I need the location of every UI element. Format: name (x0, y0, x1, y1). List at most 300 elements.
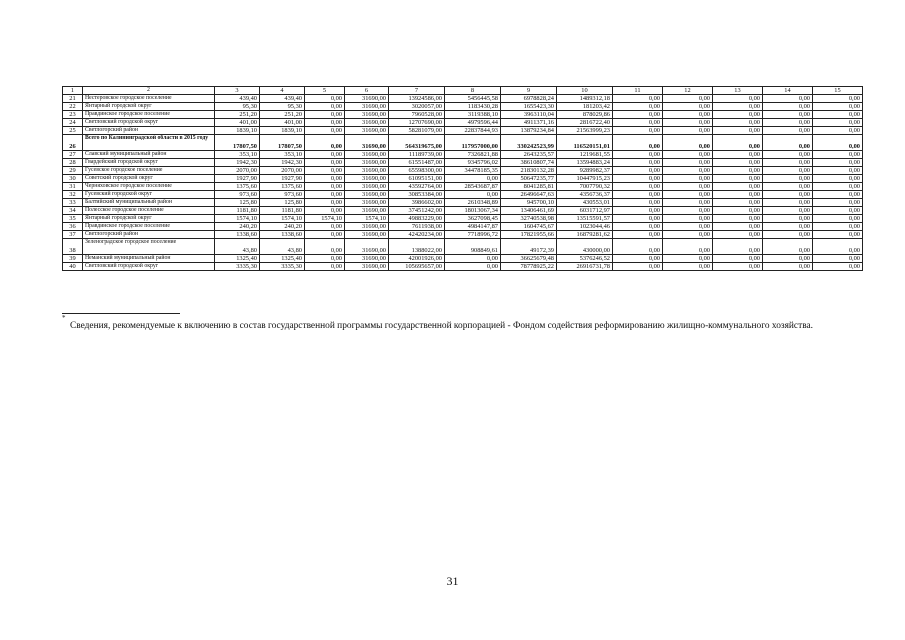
value-cell: 0,00 (445, 191, 501, 199)
municipality-cell: Черняховское городское поселение (83, 183, 215, 191)
value-cell: 0,00 (445, 255, 501, 263)
value-cell: 4979596,44 (445, 119, 501, 127)
value-cell: 1927,90 (215, 175, 260, 183)
value-cell: 0,00 (713, 239, 763, 255)
value-cell: 1604745,67 (501, 223, 557, 231)
value-cell: 0,00 (613, 119, 663, 127)
value-cell: 26916731,78 (557, 263, 613, 271)
value-cell: 105695657,00 (389, 263, 445, 271)
value-cell: 0,00 (663, 159, 713, 167)
value-cell: 0,00 (305, 263, 345, 271)
value-cell: 21563999,23 (557, 127, 613, 135)
value-cell: 13924586,00 (389, 95, 445, 103)
value-cell: 1839,10 (260, 127, 305, 135)
value-cell: 878029,86 (557, 111, 613, 119)
value-cell: 6 (345, 87, 389, 95)
value-cell: 0,00 (763, 159, 813, 167)
value-cell: 17807,50 (215, 135, 260, 151)
value-cell: 0,00 (613, 159, 663, 167)
value-cell: 15 (813, 87, 863, 95)
value-cell: 61551487,00 (389, 159, 445, 167)
value-cell: 0,00 (813, 207, 863, 215)
value-cell: 0,00 (663, 175, 713, 183)
value-cell: 0,00 (613, 239, 663, 255)
value-cell: 0,00 (763, 223, 813, 231)
value-cell: 0,00 (305, 191, 345, 199)
value-cell: 37451242,00 (389, 207, 445, 215)
value-cell: 3335,30 (215, 263, 260, 271)
value-cell: 353,10 (215, 151, 260, 159)
value-cell: 439,40 (215, 95, 260, 103)
municipality-cell: Неманский муниципальный район (83, 255, 215, 263)
value-cell: 58281079,00 (389, 127, 445, 135)
value-cell: 0,00 (763, 111, 813, 119)
value-cell: 1574,10 (345, 215, 389, 223)
value-cell: 1574,10 (260, 215, 305, 223)
row-number-cell: 22 (63, 103, 83, 111)
value-cell: 0,00 (713, 135, 763, 151)
value-cell: 251,20 (215, 111, 260, 119)
value-cell: 430000,00 (557, 239, 613, 255)
footnote-text: Сведения, рекомендуемые к включению в состав государственной программы государственной корпорацией - Фондом содействия реформированию жилищно-коммунального хозяйства. (70, 321, 814, 331)
value-cell: 0,00 (813, 255, 863, 263)
value-cell: 22837844,93 (445, 127, 501, 135)
value-cell: 0,00 (813, 159, 863, 167)
value-cell: 908849,61 (445, 239, 501, 255)
value-cell: 0,00 (613, 191, 663, 199)
value-cell: 0,00 (663, 111, 713, 119)
value-cell: 0,00 (763, 263, 813, 271)
value-cell: 0,00 (763, 119, 813, 127)
value-cell: 7960528,00 (389, 111, 445, 119)
value-cell: 0,00 (663, 119, 713, 127)
table-row (63, 95, 863, 103)
row-number-cell: 32 (63, 191, 83, 199)
value-cell: 0,00 (613, 199, 663, 207)
value-cell: 31690,00 (345, 175, 389, 183)
value-cell: 116520151,01 (557, 135, 613, 151)
value-cell: 31690,00 (345, 207, 389, 215)
value-cell: 1942,30 (215, 159, 260, 167)
value-cell: 43,80 (260, 239, 305, 255)
value-cell: 0,00 (663, 167, 713, 175)
municipality-cell: Гвардейский городской округ (83, 159, 215, 167)
value-cell: 0,00 (713, 191, 763, 199)
value-cell: 0,00 (813, 151, 863, 159)
value-cell: 61095151,00 (389, 175, 445, 183)
value-cell: 0,00 (763, 207, 813, 215)
municipality-cell: Балтийский муниципальный район (83, 199, 215, 207)
value-cell: 7326821,88 (445, 151, 501, 159)
row-number-cell: 30 (63, 175, 83, 183)
value-cell: 9345796,02 (445, 159, 501, 167)
row-number-cell: 29 (63, 167, 83, 175)
table-row (63, 255, 863, 263)
value-cell: 0,00 (813, 191, 863, 199)
value-cell: 240,20 (215, 223, 260, 231)
value-cell: 31690,00 (345, 191, 389, 199)
value-cell: 6978828,24 (501, 95, 557, 103)
value-cell: 0,00 (713, 255, 763, 263)
municipality-cell: Правдинское городское поселение (83, 223, 215, 231)
value-cell: 0,00 (763, 127, 813, 135)
value-cell: 0,00 (305, 255, 345, 263)
value-cell: 0,00 (613, 207, 663, 215)
value-cell: 0,00 (663, 183, 713, 191)
value-cell: 0,00 (713, 175, 763, 183)
municipality-cell: Правдинское городское поселение (83, 111, 215, 119)
value-cell: 31690,00 (345, 199, 389, 207)
value-cell: 21830132,28 (501, 167, 557, 175)
value-cell: 31690,00 (345, 111, 389, 119)
value-cell: 0,00 (713, 223, 763, 231)
value-cell: 0,00 (663, 223, 713, 231)
value-cell: 49172,39 (501, 239, 557, 255)
value-cell: 0,00 (305, 95, 345, 103)
value-cell: 0,00 (445, 175, 501, 183)
value-cell: 0,00 (305, 239, 345, 255)
table-row (63, 263, 863, 271)
value-cell: 28543687,87 (445, 183, 501, 191)
value-cell: 0,00 (305, 103, 345, 111)
value-cell: 0,00 (663, 199, 713, 207)
value-cell: 1655423,30 (501, 103, 557, 111)
municipality-cell: Светловский городской округ (83, 263, 215, 271)
table-row (63, 151, 863, 159)
value-cell: 50647235,77 (501, 175, 557, 183)
value-cell: 13406461,69 (501, 207, 557, 215)
value-cell: 5456445,58 (445, 95, 501, 103)
value-cell: 0,00 (813, 215, 863, 223)
value-cell: 0,00 (613, 183, 663, 191)
value-cell: 0,00 (813, 95, 863, 103)
row-number-cell: 33 (63, 199, 83, 207)
value-cell: 2610348,89 (445, 199, 501, 207)
footnote-mark: * (62, 314, 66, 322)
table-row (63, 127, 863, 135)
value-cell: 0,00 (663, 231, 713, 239)
value-cell: 31690,00 (345, 127, 389, 135)
value-cell: 0,00 (763, 103, 813, 111)
value-cell: 11189739,00 (389, 151, 445, 159)
value-cell: 3986602,00 (389, 199, 445, 207)
table-row (63, 135, 863, 151)
value-cell: 0,00 (305, 231, 345, 239)
value-cell: 2070,00 (260, 167, 305, 175)
value-cell: 0,00 (613, 135, 663, 151)
value-cell: 564319675,00 (389, 135, 445, 151)
value-cell: 0,00 (613, 231, 663, 239)
value-cell: 0,00 (663, 239, 713, 255)
value-cell: 125,80 (260, 199, 305, 207)
value-cell: 34478185,35 (445, 167, 501, 175)
municipality-cell: Светловский городской округ (83, 119, 215, 127)
value-cell: 0,00 (613, 151, 663, 159)
value-cell: 10447915,23 (557, 175, 613, 183)
value-cell: 13879234,84 (501, 127, 557, 135)
value-cell: 0,00 (663, 95, 713, 103)
value-cell: 0,00 (663, 135, 713, 151)
value-cell: 0,00 (613, 95, 663, 103)
value-cell: 3020057,00 (389, 103, 445, 111)
value-cell: 0,00 (763, 167, 813, 175)
municipality-cell: Советский городской округ (83, 175, 215, 183)
value-cell: 42420234,00 (389, 231, 445, 239)
value-cell: 4 (260, 87, 305, 95)
value-cell: 0,00 (813, 175, 863, 183)
value-cell: 0,00 (763, 191, 813, 199)
value-cell: 31690,00 (345, 183, 389, 191)
value-cell: 0,00 (713, 111, 763, 119)
value-cell: 0,00 (305, 199, 345, 207)
value-cell: 1181,80 (260, 207, 305, 215)
value-cell: 31690,00 (345, 167, 389, 175)
value-cell: 1574,10 (305, 215, 345, 223)
table-row (63, 159, 863, 167)
row-number-cell: 39 (63, 255, 83, 263)
value-cell: 31690,00 (345, 223, 389, 231)
value-cell: 18013067,34 (445, 207, 501, 215)
value-cell: 1183430,28 (445, 103, 501, 111)
value-cell: 0,00 (305, 111, 345, 119)
value-cell: 0,00 (713, 199, 763, 207)
value-cell: 0,00 (305, 159, 345, 167)
value-cell: 31690,00 (345, 103, 389, 111)
value-cell: 3627098,45 (445, 215, 501, 223)
value-cell: 1942,30 (260, 159, 305, 167)
value-cell: 0,00 (613, 255, 663, 263)
value-cell: 0,00 (663, 255, 713, 263)
value-cell: 0,00 (663, 103, 713, 111)
value-cell: 0,00 (813, 103, 863, 111)
value-cell: 0,00 (713, 263, 763, 271)
municipality-cell: Янтарный городской округ (83, 103, 215, 111)
row-number-cell: 40 (63, 263, 83, 271)
value-cell: 0,00 (763, 255, 813, 263)
header-row (63, 87, 863, 95)
table-row (63, 215, 863, 223)
value-cell: 0,00 (305, 207, 345, 215)
value-cell: 0,00 (763, 95, 813, 103)
value-cell: 30853384,00 (389, 191, 445, 199)
value-cell: 42001926,00 (389, 255, 445, 263)
value-cell: 0,00 (613, 111, 663, 119)
value-cell: 31690,00 (345, 239, 389, 255)
value-cell: 330242523,99 (501, 135, 557, 151)
value-cell: 0,00 (763, 151, 813, 159)
value-cell: 0,00 (613, 215, 663, 223)
value-cell: 353,10 (260, 151, 305, 159)
value-cell: 49883229,00 (389, 215, 445, 223)
value-cell: 0,00 (305, 223, 345, 231)
value-cell: 0,00 (305, 127, 345, 135)
value-cell: 0,00 (813, 263, 863, 271)
value-cell: 38610807,74 (501, 159, 557, 167)
value-cell: 0,00 (713, 151, 763, 159)
row-number-cell: 23 (63, 111, 83, 119)
value-cell: 0,00 (613, 127, 663, 135)
value-cell: 0,00 (813, 231, 863, 239)
value-cell: 31690,00 (345, 119, 389, 127)
municipality-cell: 2 (83, 87, 215, 95)
value-cell: 12 (663, 87, 713, 95)
footnote-divider (62, 313, 180, 314)
value-cell: 0,00 (763, 215, 813, 223)
row-number-cell: 38 (63, 239, 83, 255)
value-cell: 0,00 (713, 183, 763, 191)
value-cell: 0,00 (713, 159, 763, 167)
value-cell: 65598300,00 (389, 167, 445, 175)
value-cell: 4356736,37 (557, 191, 613, 199)
value-cell: 9 (501, 87, 557, 95)
value-cell: 5 (305, 87, 345, 95)
value-cell: 0,00 (813, 239, 863, 255)
value-cell: 8 (445, 87, 501, 95)
value-cell: 0,00 (663, 263, 713, 271)
municipality-cell: Гусевский городской округ (83, 191, 215, 199)
table-row (63, 167, 863, 175)
table-row (63, 231, 863, 239)
value-cell: 31690,00 (345, 151, 389, 159)
row-number-cell: 21 (63, 95, 83, 103)
value-cell: 17821955,66 (501, 231, 557, 239)
value-cell: 32740538,98 (501, 215, 557, 223)
table-row (63, 207, 863, 215)
value-cell: 125,80 (215, 199, 260, 207)
value-cell: 31690,00 (345, 231, 389, 239)
value-cell: 401,00 (215, 119, 260, 127)
value-cell: 31690,00 (345, 255, 389, 263)
municipality-cell: Светлогорский район (83, 231, 215, 239)
value-cell: 7 (389, 87, 445, 95)
row-number-cell: 25 (63, 127, 83, 135)
value-cell: 0,00 (613, 263, 663, 271)
value-cell: 31690,00 (345, 135, 389, 151)
value-cell: 4984147,87 (445, 223, 501, 231)
value-cell: 0,00 (713, 167, 763, 175)
value-cell: 43592764,00 (389, 183, 445, 191)
table-row (63, 119, 863, 127)
value-cell: 14 (763, 87, 813, 95)
value-cell: 439,40 (260, 95, 305, 103)
value-cell: 12707690,00 (389, 119, 445, 127)
municipality-cell: Нестеровское городское поселение (83, 95, 215, 103)
value-cell: 117957000,00 (445, 135, 501, 151)
value-cell: 0,00 (813, 127, 863, 135)
value-cell: 6031712,97 (557, 207, 613, 215)
value-cell: 31690,00 (345, 263, 389, 271)
value-cell: 13515591,57 (557, 215, 613, 223)
value-cell: 181203,42 (557, 103, 613, 111)
value-cell: 0,00 (763, 175, 813, 183)
municipality-cell: Зеленоградское городское поселение (83, 239, 215, 255)
value-cell: 1839,10 (215, 127, 260, 135)
value-cell: 3119388,10 (445, 111, 501, 119)
municipality-cell: Славский муниципальный район (83, 151, 215, 159)
value-cell: 0,00 (713, 127, 763, 135)
value-cell: 0,00 (305, 183, 345, 191)
value-cell: 11 (613, 87, 663, 95)
row-number-cell: 27 (63, 151, 83, 159)
value-cell: 3 (215, 87, 260, 95)
value-cell: 0,00 (713, 215, 763, 223)
value-cell: 0,00 (813, 135, 863, 151)
value-cell: 13594883,24 (557, 159, 613, 167)
value-cell: 13 (713, 87, 763, 95)
table-row (63, 191, 863, 199)
value-cell: 0,00 (663, 191, 713, 199)
value-cell: 16879281,62 (557, 231, 613, 239)
value-cell: 0,00 (713, 119, 763, 127)
value-cell: 0,00 (813, 199, 863, 207)
municipality-cell: Гусевское городское поселение (83, 167, 215, 175)
value-cell: 31690,00 (345, 95, 389, 103)
value-cell: 401,00 (260, 119, 305, 127)
value-cell: 1219681,55 (557, 151, 613, 159)
value-cell: 1338,60 (260, 231, 305, 239)
value-cell: 31690,00 (345, 159, 389, 167)
value-cell: 0,00 (305, 167, 345, 175)
value-cell: 0,00 (663, 215, 713, 223)
value-cell: 0,00 (663, 151, 713, 159)
value-cell: 3335,30 (260, 263, 305, 271)
value-cell: 9289982,37 (557, 167, 613, 175)
value-cell: 0,00 (305, 135, 345, 151)
value-cell: 95,30 (215, 103, 260, 111)
value-cell: 1181,80 (215, 207, 260, 215)
value-cell: 0,00 (305, 175, 345, 183)
municipality-cell: Янтарный городской округ (83, 215, 215, 223)
value-cell: 36625679,48 (501, 255, 557, 263)
value-cell: 1375,60 (260, 183, 305, 191)
value-cell: 0,00 (713, 103, 763, 111)
value-cell: 1023044,46 (557, 223, 613, 231)
value-cell: 240,20 (260, 223, 305, 231)
row-number-cell: 34 (63, 207, 83, 215)
value-cell: 0,00 (713, 207, 763, 215)
value-cell: 43,80 (215, 239, 260, 255)
value-cell: 0,00 (663, 127, 713, 135)
table-row (63, 199, 863, 207)
value-cell: 430553,01 (557, 199, 613, 207)
value-cell: 2816722,40 (557, 119, 613, 127)
row-number-cell: 35 (63, 215, 83, 223)
value-cell: 0,00 (305, 151, 345, 159)
value-cell: 0,00 (813, 167, 863, 175)
value-cell: 0,00 (763, 239, 813, 255)
value-cell: 0,00 (763, 135, 813, 151)
value-cell: 0,00 (613, 175, 663, 183)
value-cell: 2643235,57 (501, 151, 557, 159)
value-cell: 8041285,81 (501, 183, 557, 191)
value-cell: 10 (557, 87, 613, 95)
value-cell: 17807,50 (260, 135, 305, 151)
municipality-cell: Светлогорский район (83, 127, 215, 135)
value-cell: 973,60 (215, 191, 260, 199)
value-cell: 0,00 (813, 223, 863, 231)
value-cell: 1325,40 (260, 255, 305, 263)
row-number-cell: 24 (63, 119, 83, 127)
table-row (63, 103, 863, 111)
value-cell: 2070,00 (215, 167, 260, 175)
value-cell: 0,00 (813, 183, 863, 191)
table-row (63, 223, 863, 231)
value-cell: 0,00 (713, 231, 763, 239)
value-cell: 1338,60 (215, 231, 260, 239)
value-cell: 4911371,16 (501, 119, 557, 127)
page-number: 31 (446, 574, 459, 588)
table-row (63, 183, 863, 191)
